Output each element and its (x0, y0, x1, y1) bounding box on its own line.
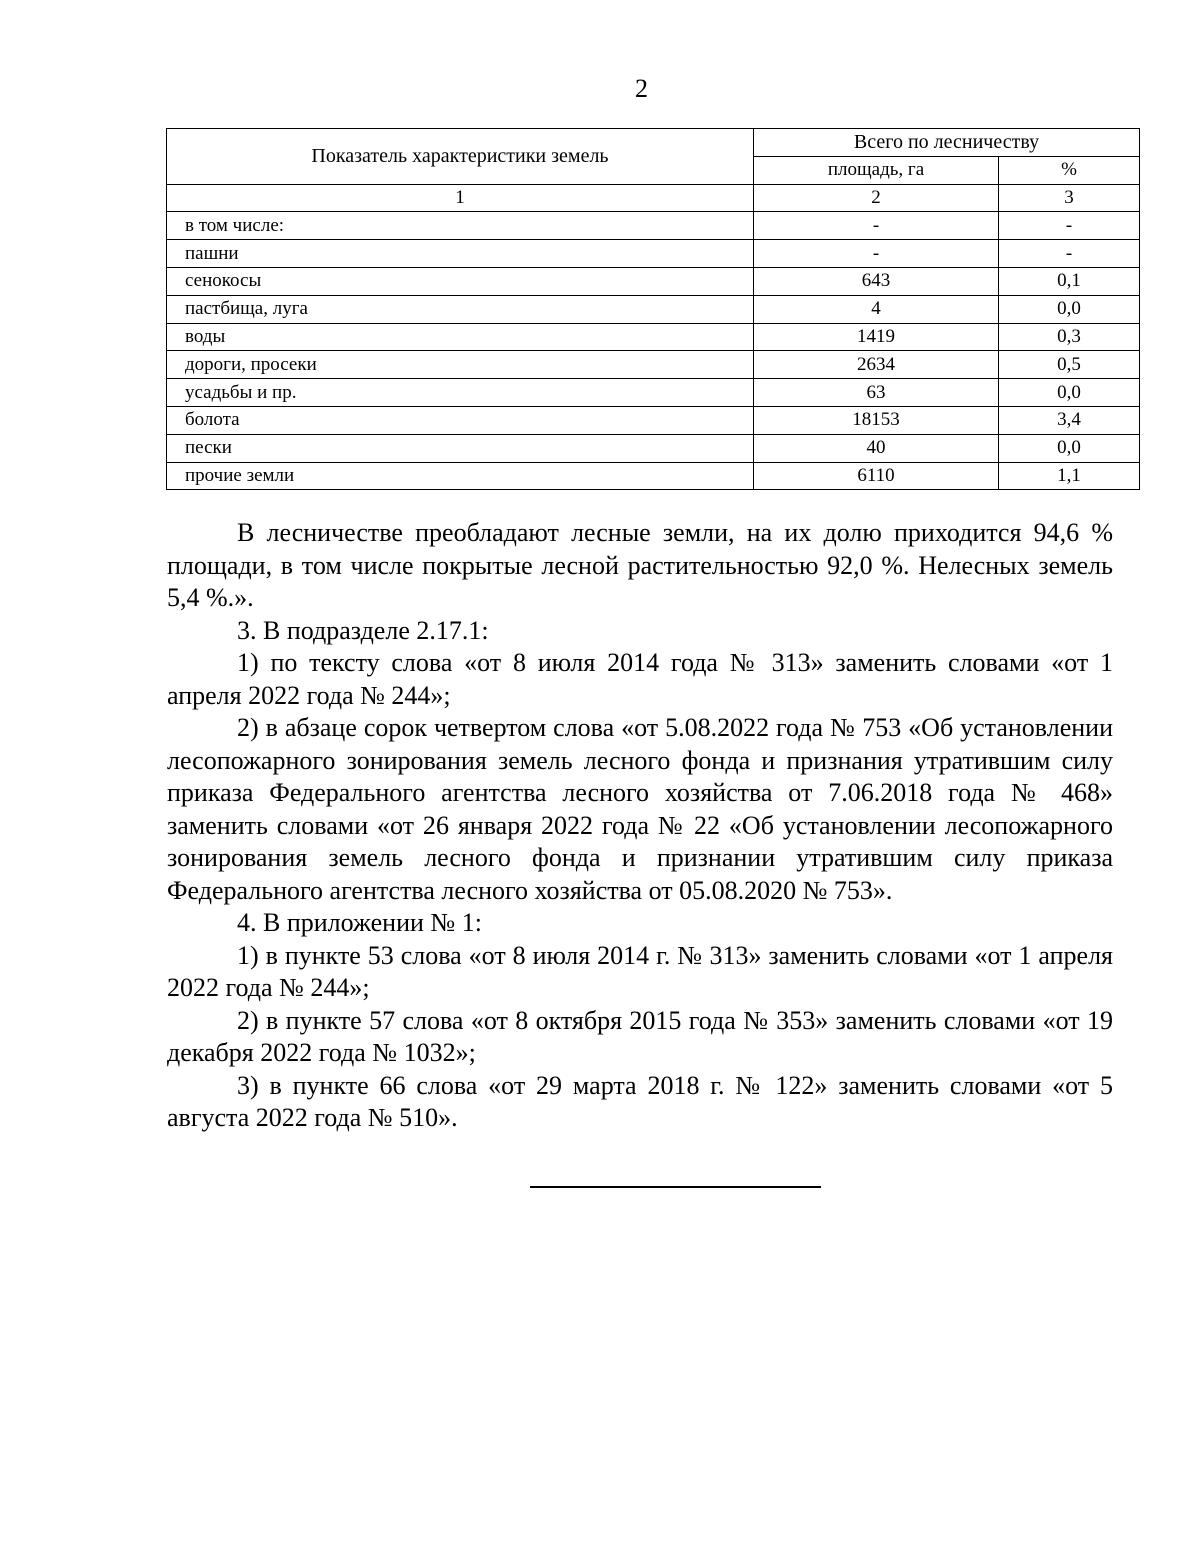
row-percent: - (999, 212, 1140, 240)
row-name: болота (167, 406, 754, 434)
row-area: 40 (754, 434, 999, 462)
row-area: 1419 (754, 323, 999, 351)
paragraph: В лесничестве преобладают лесные земли, на их долю приходится 94,6 % площади, в том числе покрытые лесной растительностью 92,0 %. Нелесных земель 5,4 %.». (167, 518, 1113, 612)
row-area: 2634 (754, 351, 999, 379)
row-area: 18153 (754, 406, 999, 434)
paragraph: 4. В приложении № 1: (237, 908, 482, 937)
paragraph: 1) в пункте 53 слова «от 8 июля 2014 г. № 313» заменить словами «от 1 апреля 2022 года № 244»; (167, 940, 1113, 1002)
row-area: 6110 (754, 462, 999, 490)
row-name: дороги, просеки (167, 351, 754, 379)
row-name: пашни (167, 240, 754, 268)
paragraph: 2) в пункте 57 слова «от 8 октября 2015 года № 353» заменить словами «от 19 декабря 2022 года № 1032»; (167, 1005, 1113, 1067)
table-row (167, 240, 1140, 268)
table-row (167, 323, 1140, 351)
area-header: площадь, га (754, 156, 999, 184)
table-row (167, 212, 1140, 240)
table-row (167, 462, 1140, 490)
paragraph: 3) в пункте 66 слова «от 29 марта 2018 г. № 122» заменить словами «от 5 августа 2022 года № 510». (167, 1070, 1113, 1132)
row-area: - (754, 212, 999, 240)
row-percent: 0,1 (999, 267, 1140, 295)
percent-header: % (999, 156, 1140, 184)
row-percent: - (999, 240, 1140, 268)
row-area: 63 (754, 379, 999, 407)
table-row (167, 434, 1140, 462)
table-row (167, 267, 1140, 295)
column-numbers-row (167, 184, 1140, 212)
row-name: воды (167, 323, 754, 351)
row-percent: 0,0 (999, 434, 1140, 462)
row-percent: 0,5 (999, 351, 1140, 379)
row-percent: 0,0 (999, 379, 1140, 407)
table-row (167, 406, 1140, 434)
column-number: 1 (167, 184, 754, 212)
row-name: пастбища, луга (167, 295, 754, 323)
page-number: 2 (635, 74, 648, 103)
land-characteristics-table (166, 128, 1140, 490)
column-number: 3 (999, 184, 1140, 212)
paragraph: 3. В подразделе 2.17.1: (237, 615, 489, 645)
row-name: пески (167, 434, 754, 462)
total-header: Всего по лесничеству (754, 129, 1140, 157)
row-name: прочие земли (167, 462, 754, 490)
row-area: - (754, 240, 999, 268)
table-row (167, 379, 1140, 407)
table-header-row (167, 129, 1140, 157)
row-percent: 1,1 (999, 462, 1140, 490)
row-name: сенокосы (167, 267, 754, 295)
document-body (167, 517, 1113, 1135)
row-name: усадьбы и пр. (167, 379, 754, 407)
row-percent: 0,3 (999, 323, 1140, 351)
row-area: 4 (754, 295, 999, 323)
table-row (167, 351, 1140, 379)
row-percent: 3,4 (999, 406, 1140, 434)
column-number: 2 (754, 184, 999, 212)
row-percent: 0,0 (999, 295, 1140, 323)
indicator-header: Показатель характеристики земель (167, 129, 754, 185)
table-row (167, 295, 1140, 323)
closing-divider (530, 1186, 821, 1188)
row-area: 643 (754, 267, 999, 295)
paragraph: 2) в абзаце сорок четвертом слова «от 5.08.2022 года № 753 «Об установлении лесопожарного зонирования земель лесного фонда и признания утратившим силу приказа Федерального агентства лесного хозяйства от 7.06.2018 года № 468» заменить словами «от 26 января 2022 года № 22 «Об установлении лесопожарного зонирования земель лесного фонда и признании утратившим силу приказа Федерального агентства лесного хозяйства от 05.08.2020 № 753». (167, 713, 1113, 905)
row-name: в том числе: (167, 212, 754, 240)
paragraph: 1) по тексту слова «от 8 июля 2014 года № 313» заменить словами «от 1 апреля 2022 года № 244»; (167, 648, 1113, 710)
